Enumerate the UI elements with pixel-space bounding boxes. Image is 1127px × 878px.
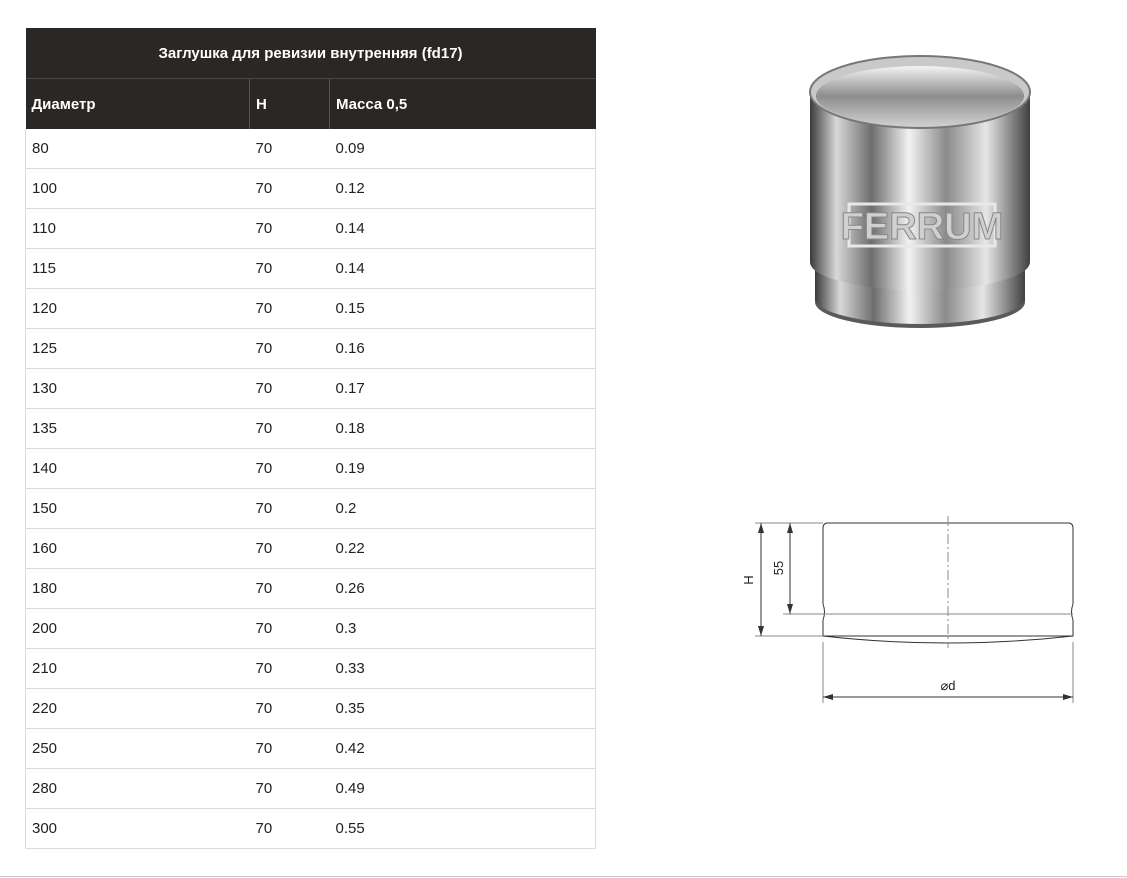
cell-height: 70 bbox=[250, 209, 330, 249]
table-row bbox=[26, 609, 596, 649]
cell-diameter: 280 bbox=[26, 769, 250, 809]
table-header-row bbox=[26, 79, 596, 130]
table-row bbox=[26, 249, 596, 289]
cell-mass: 0.14 bbox=[330, 249, 596, 289]
cell-mass: 0.35 bbox=[330, 689, 596, 729]
cell-height: 70 bbox=[250, 569, 330, 609]
cell-height: 70 bbox=[250, 329, 330, 369]
cell-height: 70 bbox=[250, 529, 330, 569]
cell-height: 70 bbox=[250, 249, 330, 289]
cell-mass: 0.49 bbox=[330, 769, 596, 809]
cell-diameter: 160 bbox=[26, 529, 250, 569]
table-title-row bbox=[26, 28, 596, 79]
cell-diameter: 250 bbox=[26, 729, 250, 769]
cell-diameter: 135 bbox=[26, 409, 250, 449]
cell-diameter: 130 bbox=[26, 369, 250, 409]
diameter-label: ⌀d bbox=[940, 678, 956, 693]
cell-height: 70 bbox=[250, 609, 330, 649]
cell-height: 70 bbox=[250, 369, 330, 409]
height-label: H bbox=[741, 575, 756, 585]
column-header-mass: Масса 0,5 bbox=[330, 79, 596, 130]
table-title: Заглушка для ревизии внутренняя (fd17) bbox=[26, 28, 596, 79]
cell-mass: 0.18 bbox=[330, 409, 596, 449]
table-row bbox=[26, 689, 596, 729]
cell-diameter: 200 bbox=[26, 609, 250, 649]
cell-height: 70 bbox=[250, 169, 330, 209]
cell-mass: 0.55 bbox=[330, 809, 596, 849]
column-header-diameter: Диаметр bbox=[26, 79, 250, 130]
cell-diameter: 115 bbox=[26, 249, 250, 289]
table-row bbox=[26, 409, 596, 449]
cell-mass: 0.12 bbox=[330, 169, 596, 209]
cell-height: 70 bbox=[250, 489, 330, 529]
table-row bbox=[26, 649, 596, 689]
specification-table bbox=[25, 28, 596, 849]
cell-mass: 0.17 bbox=[330, 369, 596, 409]
table-row bbox=[26, 489, 596, 529]
cell-height: 70 bbox=[250, 409, 330, 449]
cell-height: 70 bbox=[250, 769, 330, 809]
cell-height: 70 bbox=[250, 729, 330, 769]
cell-diameter: 140 bbox=[26, 449, 250, 489]
cell-mass: 0.14 bbox=[330, 209, 596, 249]
cell-mass: 0.26 bbox=[330, 569, 596, 609]
table-row bbox=[26, 209, 596, 249]
cell-diameter: 100 bbox=[26, 169, 250, 209]
table-row bbox=[26, 369, 596, 409]
cell-height: 70 bbox=[250, 449, 330, 489]
cell-height: 70 bbox=[250, 809, 330, 849]
cell-diameter: 220 bbox=[26, 689, 250, 729]
cell-diameter: 80 bbox=[26, 129, 250, 169]
table-row bbox=[26, 529, 596, 569]
cell-diameter: 180 bbox=[26, 569, 250, 609]
cell-mass: 0.3 bbox=[330, 609, 596, 649]
technical-drawing bbox=[735, 508, 1080, 704]
cell-diameter: 300 bbox=[26, 809, 250, 849]
table-row bbox=[26, 449, 596, 489]
cell-mass: 0.15 bbox=[330, 289, 596, 329]
table-row bbox=[26, 809, 596, 849]
cell-diameter: 150 bbox=[26, 489, 250, 529]
cell-mass: 0.16 bbox=[330, 329, 596, 369]
brand-mark: FERRUM bbox=[840, 206, 1004, 248]
cell-height: 70 bbox=[250, 649, 330, 689]
inner-height-label: 55 bbox=[771, 560, 786, 576]
table-row bbox=[26, 729, 596, 769]
cell-height: 70 bbox=[250, 689, 330, 729]
cell-mass: 0.22 bbox=[330, 529, 596, 569]
table-row bbox=[26, 569, 596, 609]
table-row bbox=[26, 169, 596, 209]
cell-diameter: 125 bbox=[26, 329, 250, 369]
cell-height: 70 bbox=[250, 129, 330, 169]
table-row bbox=[26, 329, 596, 369]
product-photo bbox=[805, 52, 1035, 337]
cell-mass: 0.42 bbox=[330, 729, 596, 769]
table-body bbox=[26, 129, 596, 849]
cell-height: 70 bbox=[250, 289, 330, 329]
footer-divider bbox=[0, 876, 1127, 877]
cell-diameter: 120 bbox=[26, 289, 250, 329]
cell-mass: 0.2 bbox=[330, 489, 596, 529]
cell-mass: 0.33 bbox=[330, 649, 596, 689]
cell-mass: 0.09 bbox=[330, 129, 596, 169]
cell-mass: 0.19 bbox=[330, 449, 596, 489]
table-row bbox=[26, 129, 596, 169]
table-row bbox=[26, 289, 596, 329]
cell-diameter: 110 bbox=[26, 209, 250, 249]
table-row bbox=[26, 769, 596, 809]
cell-diameter: 210 bbox=[26, 649, 250, 689]
column-header-height: H bbox=[250, 79, 330, 130]
